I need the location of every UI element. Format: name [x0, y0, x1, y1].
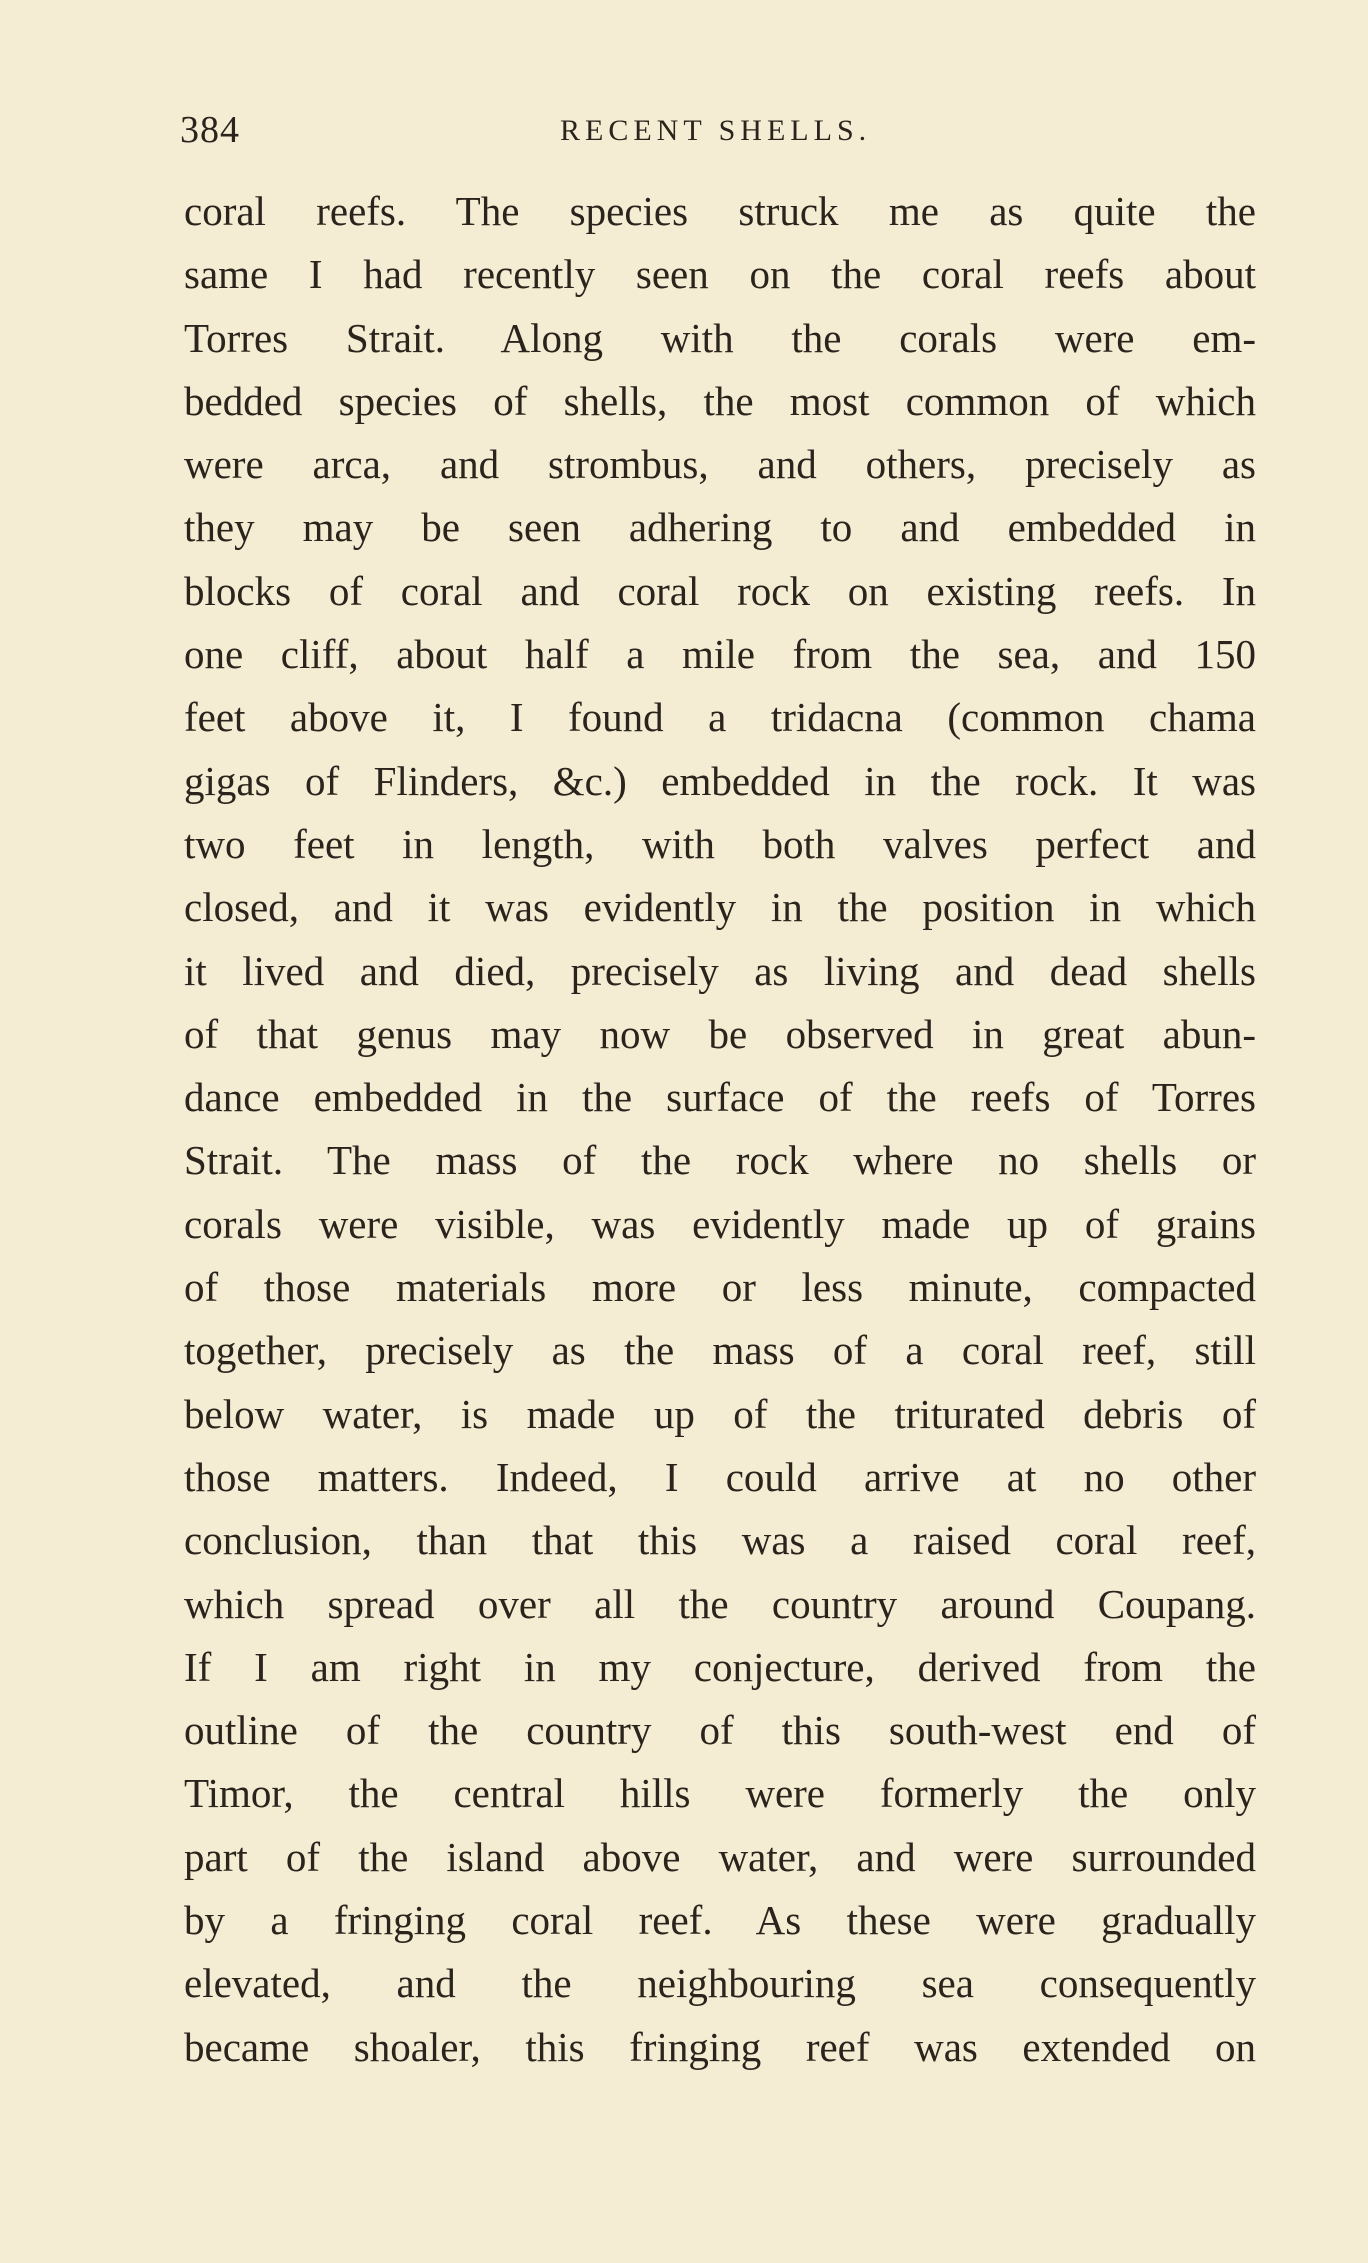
text-line: those matters. Indeed, I could arrive at no other: [184, 1453, 1256, 1500]
text-line: became shoaler, this fringing reef was extended on: [184, 2023, 1256, 2070]
text-line: gigas of Flinders, &c.) embedded in the rock. It was: [184, 757, 1256, 804]
text-line: Torres Strait. Along with the corals were em-: [184, 314, 1256, 361]
text-line: conclusion, than that this was a raised coral reef,: [184, 1517, 1256, 1564]
text-line: by a fringing coral reef. As these were gradually: [184, 1897, 1256, 1944]
text-line: blocks of coral and coral rock on existing reefs. In: [184, 567, 1256, 614]
text-line: bedded species of shells, the most common of which: [184, 377, 1256, 424]
text-line: same I had recently seen on the coral reefs about: [184, 251, 1256, 298]
text-line: it lived and died, precisely as living and dead shells: [184, 947, 1256, 994]
text-line: two feet in length, with both valves perfect and: [184, 820, 1256, 867]
text-line: of that genus may now be observed in great abun-: [184, 1010, 1256, 1057]
text-line: they may be seen adhering to and embedded in: [184, 504, 1256, 551]
text-line: If I am right in my conjecture, derived from the: [184, 1643, 1256, 1690]
text-line: feet above it, I found a tridacna (common chama: [184, 694, 1256, 741]
text-line: outline of the country of this south-west end of: [184, 1707, 1256, 1754]
page-number: 384: [180, 109, 240, 151]
text-line: together, precisely as the mass of a coral reef, still: [184, 1327, 1256, 1374]
text-line: were arca, and strombus, and others, precisely as: [184, 441, 1256, 488]
running-head: RECENT SHELLS.: [560, 114, 872, 147]
text-line: Strait. The mass of the rock where no shells or: [184, 1137, 1256, 1184]
text-line: closed, and it was evidently in the position in which: [184, 884, 1256, 931]
text-line: of those materials more or less minute, compacted: [184, 1264, 1256, 1311]
text-line: Timor, the central hills were formerly the only: [184, 1770, 1256, 1817]
text-line: elevated, and the neighbouring sea consequently: [184, 1960, 1256, 2007]
text-line: part of the island above water, and were surrounded: [184, 1833, 1256, 1880]
text-line: below water, is made up of the triturated debris of: [184, 1390, 1256, 1437]
page-header: [180, 108, 1260, 158]
text-line: corals were visible, was evidently made up of grains: [184, 1200, 1256, 1247]
text-line: coral reefs. The species struck me as quite the: [184, 188, 1256, 234]
body-text: [184, 180, 1256, 2079]
text-line: one cliff, about half a mile from the sea, and 150: [184, 631, 1256, 678]
text-line: which spread over all the country around Coupang.: [184, 1580, 1256, 1627]
text-line: dance embedded in the surface of the reefs of Torres: [184, 1074, 1256, 1121]
